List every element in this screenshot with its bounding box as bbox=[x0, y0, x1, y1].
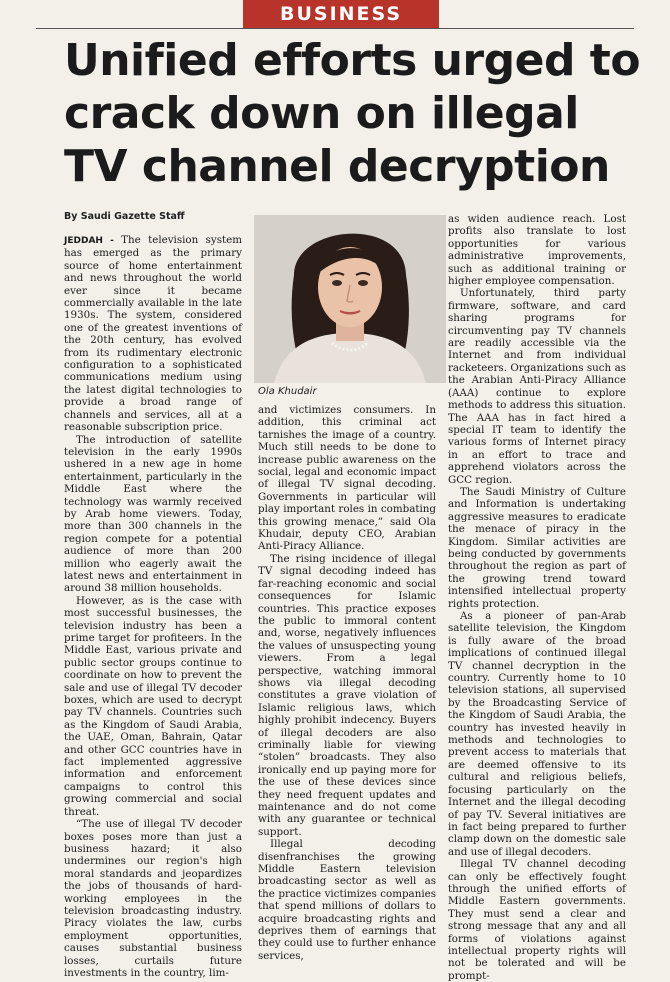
paragraph: Unfortunately, third party firmware, software, and card sharing programs for circumventing pay TV channels are readily accessible via the Internet and from individual racketeers. Organizations such as the Arabian Anti-Piracy Alliance (AAA) continue to explore methods to address this situation. The AAA has in fact hired a special IT team to identify the various forms of Internet piracy in an effort to trace and apprehend violators across the GCC region. bbox=[448, 287, 626, 486]
top-rule bbox=[36, 28, 634, 29]
paragraph: The introduction of satellite television in the early 1990s ushered in a new age in home entertainment, particularly in the Middle East where the technology was warmly received by Arab home viewers. Today, more than 300 channels in the region compete for a potential audience of more than 200 million who eagerly await the latest news and entertainment in around 38 million households. bbox=[64, 433, 242, 595]
byline: By Saudi Gazette Staff bbox=[64, 211, 185, 222]
paragraph: However, as is the case with most successful businesses, the television industry has been a prime target for profiteers. In the Middle East, various private and public sector groups continue to coordinate on how to prevent the sale and use of illegal TV decoder boxes, which are used to decrypt pay TV channels. Countries such as the Kingdom of Saudi Arabia, the UAE, Oman, Bahrain, Qatar and other GCC countries have in fact implemented aggressive information and enforcement campaigns to control this growing commercial and social threat. bbox=[64, 594, 242, 818]
portrait-photo bbox=[254, 215, 446, 383]
article-column-2 bbox=[258, 404, 436, 962]
photo-caption: Ola Khudair bbox=[258, 386, 317, 397]
paragraph: The rising incidence of illegal TV signal decoding indeed has far-reaching economic and social consequences for Islamic countries. This practice exposes the public to immoral content and, worse, negatively influences the values of unsuspecting young viewers. From a legal perspective, watching immoral shows via illegal decoding constitutes a grave violation of Islamic religious laws, which highly prohibit indecency. Buyers of illegal decoders are also criminally liable for viewing “stolen” broadcasts. They also ironically end up paying more for the use of these devices since they need frequent updates and maintenance and do not come with any guarantee or technical support. bbox=[258, 552, 436, 838]
paragraph bbox=[64, 234, 242, 434]
headline-line-2: crack down on illegal bbox=[64, 88, 579, 139]
paragraph: “The use of illegal TV decoder boxes poses more than just a business hazard; it also undermines our region's high moral standards and jeopardizes the jobs of thousands of hard-working employees in the television broadcasting industry. Piracy violates the law, curbs employment opportunities, causes substantial business losses, curtails future investments in the country, lim- bbox=[64, 818, 242, 979]
dateline: JEDDAH - bbox=[64, 236, 122, 246]
headline bbox=[64, 34, 644, 193]
paragraph: Illegal TV channel decoding can only be effectively fought through the unified efforts of Middle Eastern governments. They must send a clear and strong message that any and all forms of violations against intellectual property rights will not be tolerated and will be prompt- bbox=[448, 858, 626, 982]
article-column-3 bbox=[448, 213, 626, 982]
paragraph: Illegal decoding disenfranchises the growing Middle Eastern television broadcasting sector as well as the practice victimizes companies that spend millions of dollars to acquire broadcasting rights and deprives them of earnings that they could use to further enhance services, bbox=[258, 838, 436, 962]
paragraph: As a pioneer of pan-Arab satellite television, the Kingdom is fully aware of the broad implications of continued illegal TV channel decryption in the country. Currently home to 10 television stations, all supervised by the Broadcasting Service of the Kingdom of Saudi Arabia, the country has invested heavily in methods and technologies to prevent access to materials that are deemed offensive to its cultural and religious beliefs, focusing particularly on the Internet and the illegal decoding of pay TV. Several initiatives are in fact being prepared to further clamp down on the domestic sale and use of illegal decoders. bbox=[448, 610, 626, 858]
portrait-illustration bbox=[254, 215, 446, 383]
paragraph-text: The television system has emerged as the primary source of home entertainment and news throughout the world ever since it became commercially available in the late 1930s. The system, considered one of the greatest inventions of the 20th century, has evolved from its rudimentary electronic configuration to a sophisticated communications medium using the latest digital technologies to provide a broad range of channels and services, all at a reasonable subscription price. bbox=[64, 234, 242, 434]
section-label: BUSINESS bbox=[243, 0, 439, 28]
paragraph: as widen audience reach. Lost profits also translate to lost opportunities for various administrative improvements, such as additional training or higher employee compensation. bbox=[448, 213, 626, 288]
paragraph: and victimizes consumers. In addition, this criminal act tarnishes the image of a country. Much still needs to be done to increase public awareness on the social, legal and economic impact of illegal TV signal decoding. Governments in particular will play important roles in combating this growing menace,” said Ola Khudair, deputy CEO, Arabian Anti-Piracy Alliance. bbox=[258, 404, 436, 553]
paragraph: The Saudi Ministry of Culture and Information is undertaking aggressive measures to eradicate the menace of piracy in the Kingdom. Similar activities are being conducted by governments throughout the region as part of the growing trend toward intensified intellectual property rights protection. bbox=[448, 485, 626, 610]
headline-line-1: Unified efforts urged to bbox=[64, 35, 641, 86]
article-column-1 bbox=[64, 234, 242, 979]
headline-line-3: TV channel decryption bbox=[64, 141, 610, 192]
